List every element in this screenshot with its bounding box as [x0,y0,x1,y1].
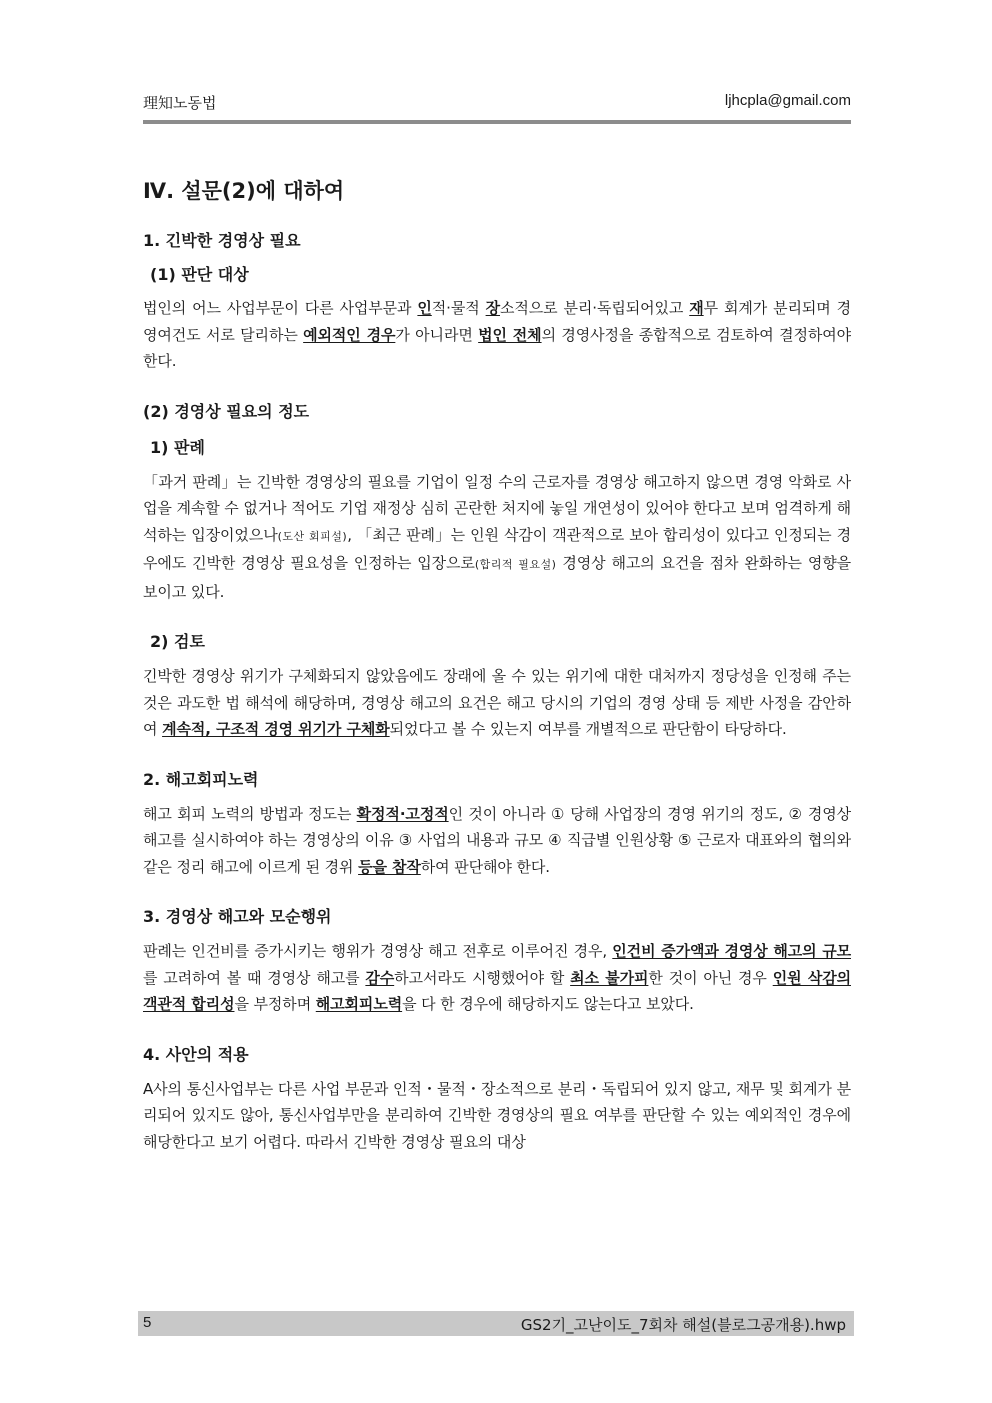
paragraph-review: 긴박한 경영상 위기가 구체화되지 않았음에도 장래에 올 수 있는 위기에 대한 대처까지 정당성을 인정해 주는 것은 과도한 법 해석에 해당하며, 경영상 해고의 요건은 해고 당시의 기업의 경영 상태 등 제반 사정을 감안하여 계속적, 구조적 경영 위기가 구체화되었다고 볼 수 있는지 여부를 개별적으로 판단함이 타당하다. [143,667,851,738]
heading-review: 2) 검토 [150,632,205,651]
page-header [143,92,851,116]
page-number: 5 [143,1314,152,1331]
header-email: ljhcpla@gmail.com [724,92,851,109]
heading-degree-of-need: (2) 경영상 필요의 정도 [143,401,310,421]
heading-urgent-need: 1. 긴박한 경영상 필요 [143,231,301,250]
section-title: Ⅳ. 설문(2)에 대하여 [143,179,345,203]
heading-judgment-target: (1) 판단 대상 [150,265,249,284]
document-body [143,175,851,1155]
heading-precedent: 1) 판례 [150,437,205,457]
paragraph-dismissal-avoidance: 해고 회피 노력의 방법과 정도는 확정적·고정적인 것이 아니라 ① 당해 사업장의 경영 위기의 정도, ② 경영상 해고를 실시하여야 하는 경영상의 이유 ③ 사업의 내용과 규모 ④ 직급별 인원상황 ⑤ 근로자 대표와의 협의와 같은 정리 해고에 이르게 된 경위 등을 참작하여 판단해야 한다. [143,804,851,876]
heading-contradictory-acts: 3. 경영상 해고와 모순행위 [143,907,332,926]
page-footer [138,1311,854,1336]
paragraph-judgment-target: 법인의 어느 사업부문이 다른 사업부문과 인적·물적 장소적으로 분리·독립되어있고 재무 회계가 분리되며 경영여건도 서로 달리하는 예외적인 경우가 아니라면 법인 전체의 경영사정을 종합적으로 검토하여 결정하여야 한다. [143,299,852,370]
heading-application: 4. 사안의 적용 [143,1044,249,1064]
header-title: 理知노동법 [143,94,217,112]
paragraph-contradictory-acts: 판례는 인건비를 증가시키는 행위가 경영상 해고 전후로 이루어진 경우, 인건비 증가액과 경영상 해고의 규모를 고려하여 볼 때 경영상 해고를 감수하고서라도 시행했어야 할 최소 불가피한 것이 아닌 경우 인원 삭감의 객관적 합리성을 부정하며 해고회피노력을 다 한 경우에 해당하지도 않는다고 보았다. [143,942,851,1013]
paragraph-application: A사의 통신사업부는 다른 사업 부문과 인적・물적・장소적으로 분리・독립되어 있지 않고, 재무 및 회계가 분리되어 있지도 않아, 통신사업부만을 분리하여 긴박한 경영상의 필요 여부를 판단할 수 있는 예외적인 경우에 해당한다고 보기 어렵다. 따라서 긴박한 경영상 필요의 대상 [143,1079,851,1151]
paragraph-precedent: 「과거 판례」는 긴박한 경영상의 필요를 기업이 일정 수의 근로자를 경영상 해고하지 않으면 경영 악화로 사업을 계속할 수 없거나 적어도 기업 재정상 심히 곤란한 처지에 놓일 개연성이 있어야 한다고 보며 엄격하게 해석하는 입장이었으나(도산 회피설), 「최근 판례」는 인원 삭감이 객관적으로 보아 합리성이 있다고 인정되는 경우에도 긴박한 경영상 필요성을 인정하는 입장으로(합리적 필요설) 경영상 해고의 요건을 점차 완화하는 영향을 보이고 있다. [143,472,851,601]
file-name: GS2기_고난이도_7회차 해설(블로그공개용).hwp [520,1316,846,1334]
heading-dismissal-avoidance: 2. 해고회피노력 [143,769,259,789]
header-divider [143,120,851,124]
